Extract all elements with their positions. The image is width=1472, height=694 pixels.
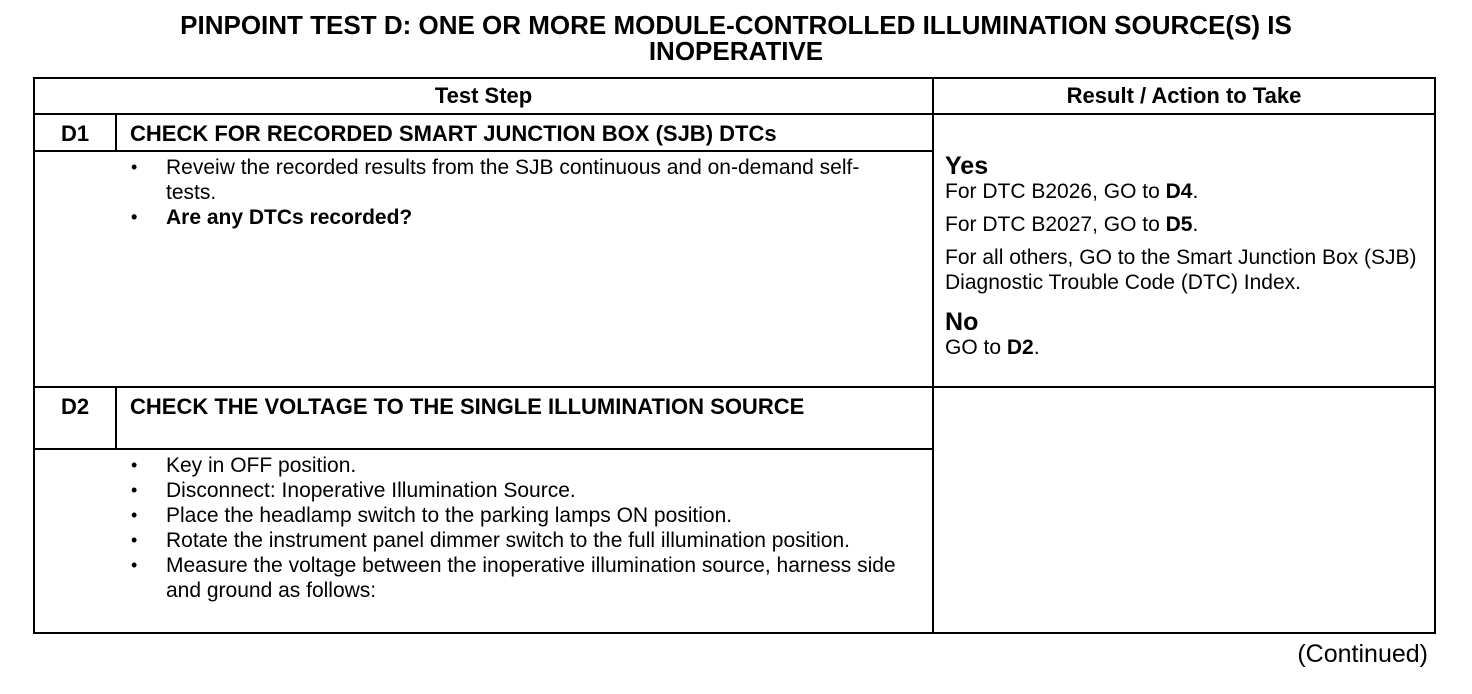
instruction-list — [35, 152, 932, 236]
yes-label: Yes — [945, 152, 989, 180]
instruction-text: Measure the voltage between the inoperative illumination source, harness side and ground as follows: — [166, 554, 896, 602]
header-row — [34, 78, 1435, 114]
instruction-text: Rotate the instrument panel dimmer switch to the full illumination position. — [166, 529, 850, 552]
step-ref: D2 — [1006, 336, 1034, 359]
bullet-icon: • — [131, 480, 138, 500]
continued-label: (Continued) — [1297, 640, 1428, 668]
pinpoint-test-table — [33, 77, 1436, 634]
result-line — [945, 335, 1426, 360]
result-end: . — [1192, 180, 1199, 203]
page-title — [0, 12, 1472, 64]
step-d1-title-row — [34, 114, 1435, 151]
instruction-item — [35, 528, 902, 553]
result-line: For all others, GO to the Smart Junction Box (SJB) Diagnostic Trouble Code (DTC) Index. — [945, 246, 1417, 294]
step-ref: D4 — [1165, 180, 1193, 203]
step-d1-instructions — [34, 151, 933, 387]
instruction-item — [35, 478, 902, 503]
bullet-icon: • — [131, 555, 138, 575]
result-text: For DTC B2027, GO to — [945, 213, 1166, 236]
title-line-1: PINPOINT TEST D: ONE OR MORE MODULE-CONTROLLED ILLUMINATION SOURCE(S) IS — [180, 10, 1292, 40]
step-ref: D5 — [1165, 213, 1193, 236]
result-line — [945, 179, 1426, 204]
bullet-icon: • — [131, 455, 138, 475]
instruction-text: Are any DTCs recorded? — [166, 206, 413, 229]
title-line-2: INOPERATIVE — [648, 36, 824, 66]
instruction-item — [35, 453, 902, 478]
bullet-icon: • — [131, 157, 138, 177]
result-line — [945, 212, 1426, 237]
instruction-text: Place the headlamp switch to the parking lamps ON position. — [166, 504, 733, 527]
bullet-icon: • — [131, 530, 138, 550]
result-text: For DTC B2026, GO to — [945, 180, 1166, 203]
step-d1-results — [933, 114, 1435, 387]
instruction-question — [35, 205, 902, 230]
instruction-text: Reveiw the recorded results from the SJB continuous and on-demand self-tests. — [166, 156, 860, 204]
instruction-item — [35, 155, 902, 205]
step-title: CHECK FOR RECORDED SMART JUNCTION BOX (SJB) DTCs — [116, 114, 933, 151]
step-id: D1 — [34, 114, 116, 151]
instruction-list — [35, 450, 932, 609]
result-text: GO to — [945, 336, 1007, 359]
header-test-step: Test Step — [34, 78, 933, 114]
instruction-text: Key in OFF position. — [166, 454, 357, 477]
instruction-item — [35, 503, 902, 528]
no-label: No — [945, 308, 979, 336]
instruction-text: Disconnect: Inoperative Illumination Source. — [166, 479, 576, 502]
step-d2-results — [933, 387, 1435, 633]
step-id: D2 — [34, 387, 116, 449]
header-result-action: Result / Action to Take — [933, 78, 1435, 114]
step-d2-instructions — [34, 449, 933, 633]
step-title: CHECK THE VOLTAGE TO THE SINGLE ILLUMINATION SOURCE — [116, 387, 933, 449]
bullet-icon: • — [131, 207, 138, 227]
instruction-item — [35, 553, 902, 603]
result-end: . — [1192, 213, 1199, 236]
result-end: . — [1033, 336, 1040, 359]
bullet-icon: • — [131, 505, 138, 525]
step-d2-title-row — [34, 387, 1435, 449]
